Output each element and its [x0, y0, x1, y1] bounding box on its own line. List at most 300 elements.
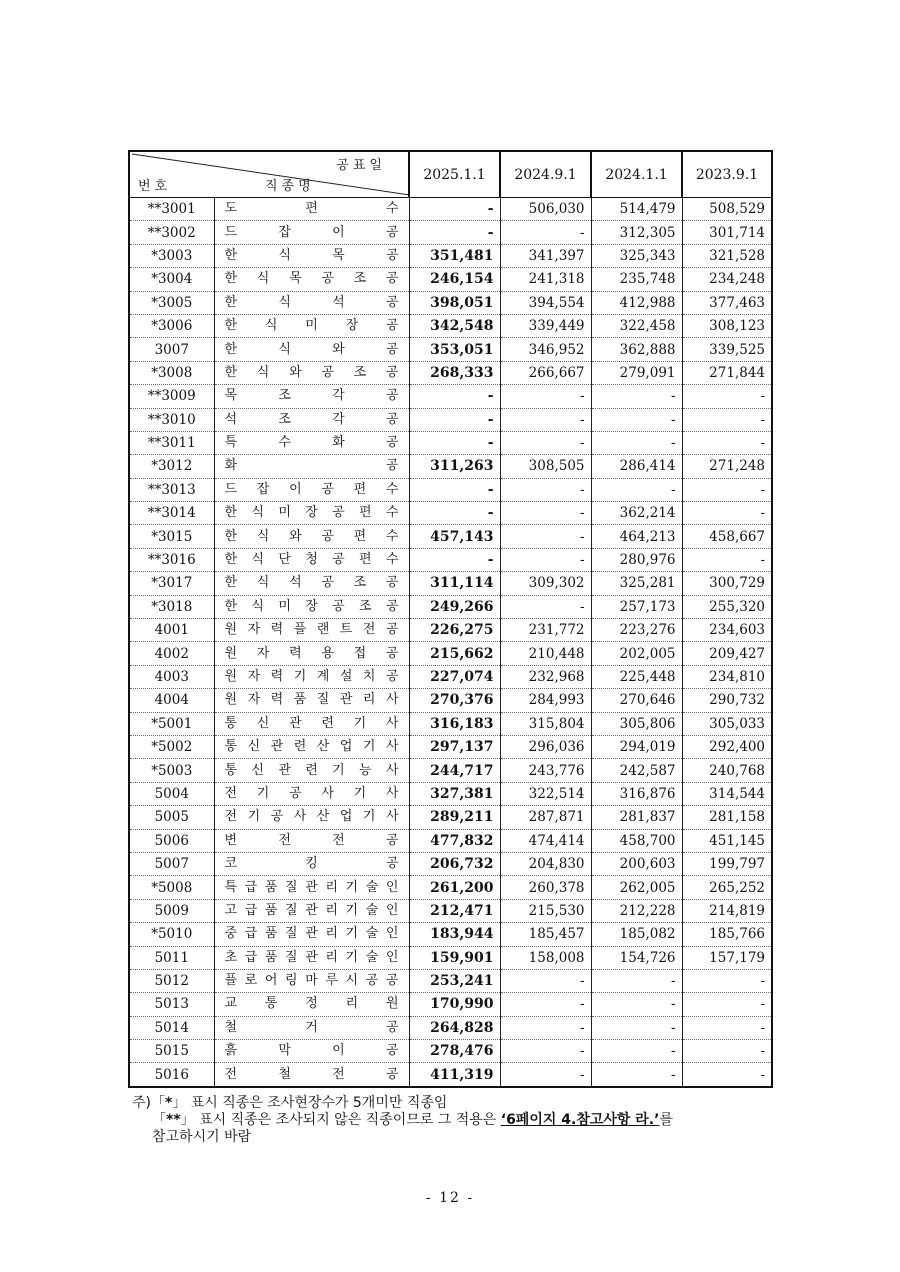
wage-value-0: -: [409, 548, 500, 571]
job-name-cell: [214, 689, 409, 712]
wage-value-1: -: [500, 431, 591, 454]
wage-value-3: -: [682, 502, 772, 525]
job-name-cell: [214, 993, 409, 1016]
wage-value-2: -: [591, 993, 682, 1016]
wage-value-0: 311,114: [409, 572, 500, 595]
wage-value-2: 412,988: [591, 291, 682, 314]
job-name-cell: [214, 525, 409, 548]
table-row: [129, 969, 772, 992]
table-row: [129, 1040, 772, 1063]
job-name: 특 수 화 공: [224, 435, 399, 451]
table-row: [129, 455, 772, 478]
wage-value-1: -: [500, 478, 591, 501]
wage-value-2: 464,213: [591, 525, 682, 548]
job-name: 드 잡 이 공: [224, 224, 399, 240]
job-name: 중 급 품 질 관 리 기 술 인: [224, 926, 399, 942]
wage-value-3: 458,667: [682, 525, 772, 548]
wage-value-1: -: [500, 1016, 591, 1039]
table-row: [129, 221, 772, 244]
wage-value-0: 227,074: [409, 665, 500, 688]
job-name-cell: [214, 1016, 409, 1039]
job-number: 5013: [129, 993, 214, 1016]
job-name: 교 통 정 리 원: [224, 996, 399, 1012]
wage-value-0: 264,828: [409, 1016, 500, 1039]
wage-value-2: 242,587: [591, 759, 682, 782]
wage-value-1: -: [500, 595, 591, 618]
date-col-0: 2025.1.1: [409, 151, 500, 198]
wage-value-3: 185,766: [682, 923, 772, 946]
job-number: *5001: [129, 712, 214, 735]
number-label: 번호: [138, 179, 172, 194]
job-name: 전 기 공 사 산 업 기 사: [224, 809, 399, 825]
job-name-cell: [214, 852, 409, 875]
wage-value-0: 297,137: [409, 735, 500, 758]
double-star-mark: **: [166, 1112, 181, 1128]
wage-value-3: -: [682, 431, 772, 454]
wage-value-1: -: [500, 221, 591, 244]
wage-value-3: -: [682, 478, 772, 501]
wage-value-1: 287,871: [500, 806, 591, 829]
wage-value-0: -: [409, 408, 500, 431]
wage-value-3: 508,529: [682, 198, 772, 221]
reference-link: ‘6페이지 4.참고사항 라.’: [500, 1112, 660, 1128]
job-name: 원 자 력 용 접 공: [224, 645, 399, 661]
wage-value-1: 474,414: [500, 829, 591, 852]
job-number: 4001: [129, 619, 214, 642]
job-name: 도 편 수: [224, 201, 399, 217]
table-row: [129, 525, 772, 548]
job-name-cell: [214, 1040, 409, 1063]
footnote-line-2: 「**」 표시 직종은 조사되지 않은 직종이므로 그 적용은 ‘6페이지 4.참고사항 라.’를: [152, 1112, 673, 1128]
job-name-cell: [214, 665, 409, 688]
job-name: 전 기 공 사 기 사: [224, 785, 399, 801]
page-number: - 12 -: [425, 1190, 475, 1206]
footnote-line-1: 주)「*」 표시 직종은 조사현장수가 5개미만 직종임: [132, 1095, 448, 1111]
job-name: 철 거 공: [224, 1019, 399, 1035]
wage-value-1: 266,667: [500, 361, 591, 384]
wage-value-2: 257,173: [591, 595, 682, 618]
wage-value-2: -: [591, 1040, 682, 1063]
wage-value-1: 284,993: [500, 689, 591, 712]
wage-value-3: 234,248: [682, 268, 772, 291]
job-name-cell: [214, 198, 409, 221]
wage-value-2: 286,414: [591, 455, 682, 478]
wage-value-1: 231,772: [500, 619, 591, 642]
job-name-cell: [214, 806, 409, 829]
table-row: [129, 852, 772, 875]
wage-value-0: 411,319: [409, 1063, 500, 1087]
wage-value-0: 311,263: [409, 455, 500, 478]
wage-value-2: 185,082: [591, 923, 682, 946]
job-name-cell: [214, 268, 409, 291]
job-name: 전 철 전 공: [224, 1066, 399, 1082]
job-name-cell: [214, 502, 409, 525]
table-row: [129, 735, 772, 758]
job-number: **3009: [129, 385, 214, 408]
table-row: [129, 782, 772, 805]
job-name: 특 급 품 질 관 리 기 술 인: [224, 879, 399, 895]
date-col-3: 2023.9.1: [682, 151, 772, 198]
job-name-cell: [214, 244, 409, 267]
job-name: 변 전 전 공: [224, 832, 399, 848]
job-number: 5005: [129, 806, 214, 829]
wage-value-0: 327,381: [409, 782, 500, 805]
wage-value-3: 157,179: [682, 946, 772, 969]
job-number: *3012: [129, 455, 214, 478]
wage-value-0: 206,732: [409, 852, 500, 875]
job-name: 플 로 어 링 마 루 시 공 공: [224, 973, 399, 989]
wage-value-3: -: [682, 1040, 772, 1063]
job-number: 5015: [129, 1040, 214, 1063]
wage-value-0: -: [409, 385, 500, 408]
wage-value-2: 322,458: [591, 314, 682, 337]
wage-value-1: 260,378: [500, 876, 591, 899]
wage-value-0: 226,275: [409, 619, 500, 642]
job-name: 석 조 각 공: [224, 411, 399, 427]
job-name-cell: [214, 782, 409, 805]
footnotes: [132, 1095, 782, 1146]
job-name: 한 식 미 장 공: [224, 318, 399, 334]
wage-value-1: 241,318: [500, 268, 591, 291]
job-number: **3002: [129, 221, 214, 244]
wage-value-0: 215,662: [409, 642, 500, 665]
wage-value-2: -: [591, 969, 682, 992]
wage-value-1: -: [500, 969, 591, 992]
job-number: *3005: [129, 291, 214, 314]
wage-value-2: 279,091: [591, 361, 682, 384]
table-row: [129, 548, 772, 571]
table-row: [129, 993, 772, 1016]
job-name-cell: [214, 619, 409, 642]
table-row: [129, 431, 772, 454]
wage-value-0: 261,200: [409, 876, 500, 899]
job-number: 5011: [129, 946, 214, 969]
table-row: [129, 806, 772, 829]
wage-value-2: 305,806: [591, 712, 682, 735]
job-number: *3017: [129, 572, 214, 595]
wage-value-1: -: [500, 993, 591, 1016]
table-row: [129, 689, 772, 712]
wage-value-0: -: [409, 478, 500, 501]
wage-value-1: -: [500, 1063, 591, 1087]
wage-value-1: -: [500, 525, 591, 548]
wage-value-3: 301,714: [682, 221, 772, 244]
job-number: 5009: [129, 899, 214, 922]
wage-value-0: 268,333: [409, 361, 500, 384]
table-row: [129, 478, 772, 501]
wage-value-1: 339,449: [500, 314, 591, 337]
wage-value-3: 281,158: [682, 806, 772, 829]
wage-value-1: 315,804: [500, 712, 591, 735]
job-name-cell: [214, 221, 409, 244]
job-name-cell: [214, 642, 409, 665]
job-name: 드 잡 이 공 편 수: [224, 481, 399, 497]
wage-value-1: 243,776: [500, 759, 591, 782]
job-name: 한 식 석 공 조 공: [224, 575, 399, 591]
job-name: 고 급 품 질 관 리 기 술 인: [224, 902, 399, 918]
job-name-cell: [214, 548, 409, 571]
wage-value-3: -: [682, 993, 772, 1016]
wage-value-3: 255,320: [682, 595, 772, 618]
job-name: 원 자 력 품 질 관 리 사: [224, 692, 399, 708]
wage-value-2: 325,281: [591, 572, 682, 595]
table-body: [129, 198, 772, 1087]
wage-value-1: 296,036: [500, 735, 591, 758]
table-row: [129, 876, 772, 899]
wage-value-3: 234,603: [682, 619, 772, 642]
job-number: 5012: [129, 969, 214, 992]
table-row: [129, 923, 772, 946]
wage-value-1: 215,530: [500, 899, 591, 922]
wage-value-3: 240,768: [682, 759, 772, 782]
job-number: **3016: [129, 548, 214, 571]
wage-table: [128, 150, 773, 1088]
table-row: [129, 338, 772, 361]
job-name: 한 식 와 공 편 수: [224, 528, 399, 544]
wage-value-0: 398,051: [409, 291, 500, 314]
job-name: 한 식 와 공 조 공: [224, 364, 399, 380]
job-name-cell: [214, 829, 409, 852]
table-row: [129, 502, 772, 525]
wage-value-0: 351,481: [409, 244, 500, 267]
job-name-cell: [214, 314, 409, 337]
table-row: [129, 408, 772, 431]
job-number: 5016: [129, 1063, 214, 1087]
wage-value-2: 325,343: [591, 244, 682, 267]
job-name-cell: [214, 876, 409, 899]
wage-value-1: -: [500, 1040, 591, 1063]
job-name: 한 식 목 공 조 공: [224, 271, 399, 287]
wage-value-3: -: [682, 1016, 772, 1039]
wage-value-1: 204,830: [500, 852, 591, 875]
wage-value-2: 235,748: [591, 268, 682, 291]
wage-value-0: 289,211: [409, 806, 500, 829]
wage-value-1: -: [500, 408, 591, 431]
wage-value-0: 183,944: [409, 923, 500, 946]
wage-value-1: -: [500, 548, 591, 571]
job-name: 한 식 목 공: [224, 247, 399, 263]
wage-value-0: 342,548: [409, 314, 500, 337]
wage-value-2: 200,603: [591, 852, 682, 875]
wage-value-2: 202,005: [591, 642, 682, 665]
job-name-cell: [214, 946, 409, 969]
job-name: 화 공: [224, 458, 399, 474]
job-name-cell: [214, 923, 409, 946]
wage-value-2: -: [591, 478, 682, 501]
table-row: [129, 712, 772, 735]
job-name-cell: [214, 759, 409, 782]
wage-value-1: 232,968: [500, 665, 591, 688]
table-row: [129, 665, 772, 688]
wage-value-0: -: [409, 431, 500, 454]
wage-value-0: 316,183: [409, 712, 500, 735]
job-name-cell: [214, 712, 409, 735]
job-number: 4003: [129, 665, 214, 688]
wage-value-3: 300,729: [682, 572, 772, 595]
wage-value-1: 506,030: [500, 198, 591, 221]
wage-value-1: 322,514: [500, 782, 591, 805]
job-name-cell: [214, 455, 409, 478]
table-row: [129, 572, 772, 595]
wage-value-0: 353,051: [409, 338, 500, 361]
table-row: [129, 1063, 772, 1087]
wage-value-2: 212,228: [591, 899, 682, 922]
job-name-label: 직종명: [265, 179, 315, 194]
wage-value-2: -: [591, 408, 682, 431]
wage-value-2: 225,448: [591, 665, 682, 688]
wage-value-0: 477,832: [409, 829, 500, 852]
wage-value-3: 234,810: [682, 665, 772, 688]
wage-value-1: -: [500, 502, 591, 525]
job-name: 원 자 력 기 계 설 치 공: [224, 669, 399, 684]
job-number: **3010: [129, 408, 214, 431]
wage-value-2: 362,214: [591, 502, 682, 525]
table-row: [129, 619, 772, 642]
job-name: 한 식 미 장 공 조 공: [224, 598, 399, 614]
job-name-cell: [214, 572, 409, 595]
wage-value-0: 270,376: [409, 689, 500, 712]
wage-value-2: 270,646: [591, 689, 682, 712]
wage-value-0: -: [409, 221, 500, 244]
job-number: 5004: [129, 782, 214, 805]
job-number: 4004: [129, 689, 214, 712]
wage-value-1: -: [500, 385, 591, 408]
job-number: *3003: [129, 244, 214, 267]
wage-value-2: 223,276: [591, 619, 682, 642]
job-number: **3011: [129, 431, 214, 454]
job-name: 한 식 단 청 공 편 수: [224, 552, 399, 568]
table-row: [129, 385, 772, 408]
footnote-line-3: 참고하시기 바람: [152, 1129, 252, 1145]
job-number: 5014: [129, 1016, 214, 1039]
job-name: 통 신 관 련 기 사: [224, 715, 399, 731]
wage-value-3: 199,797: [682, 852, 772, 875]
wage-value-1: 341,397: [500, 244, 591, 267]
date-col-1: 2024.9.1: [500, 151, 591, 198]
job-number: *3004: [129, 268, 214, 291]
job-number: *3008: [129, 361, 214, 384]
wage-value-2: 280,976: [591, 548, 682, 571]
job-number: **3014: [129, 502, 214, 525]
job-number: *3018: [129, 595, 214, 618]
wage-value-2: -: [591, 385, 682, 408]
job-name-cell: [214, 1063, 409, 1087]
wage-value-1: 158,008: [500, 946, 591, 969]
wage-value-0: 170,990: [409, 993, 500, 1016]
table-row: [129, 829, 772, 852]
wage-value-3: 214,819: [682, 899, 772, 922]
footnote-prefix: 주): [132, 1095, 151, 1111]
job-name: 목 조 각 공: [224, 388, 399, 404]
wage-value-1: 346,952: [500, 338, 591, 361]
table-row: [129, 198, 772, 221]
job-number: **3001: [129, 198, 214, 221]
wage-value-2: -: [591, 1063, 682, 1087]
wage-value-3: 451,145: [682, 829, 772, 852]
wage-value-2: 316,876: [591, 782, 682, 805]
wage-value-3: 305,033: [682, 712, 772, 735]
job-name-cell: [214, 595, 409, 618]
job-name: 한 식 미 장 공 편 수: [224, 505, 399, 521]
table-row: [129, 1016, 772, 1039]
table-row: [129, 314, 772, 337]
wage-value-3: -: [682, 1063, 772, 1087]
wage-value-3: -: [682, 548, 772, 571]
job-name-cell: [214, 478, 409, 501]
wage-value-3: 292,400: [682, 735, 772, 758]
job-name: 흙 막 이 공: [224, 1043, 399, 1059]
job-name-cell: [214, 431, 409, 454]
job-name-cell: [214, 969, 409, 992]
job-name: 한 식 와 공: [224, 341, 399, 357]
job-number: 5006: [129, 829, 214, 852]
job-name-cell: [214, 291, 409, 314]
publish-date-label: 공표일: [336, 158, 386, 173]
wage-value-3: -: [682, 969, 772, 992]
job-number: 3007: [129, 338, 214, 361]
wage-value-3: 271,248: [682, 455, 772, 478]
wage-value-0: -: [409, 502, 500, 525]
job-name-cell: [214, 735, 409, 758]
job-name-cell: [214, 899, 409, 922]
wage-value-0: 244,717: [409, 759, 500, 782]
job-name-cell: [214, 338, 409, 361]
job-name: 원 자 력 플 랜 트 전 공: [224, 622, 399, 638]
table-row: [129, 291, 772, 314]
job-name: 통 신 관 련 산 업 기 사: [224, 739, 399, 755]
wage-value-3: 209,427: [682, 642, 772, 665]
job-number: *5003: [129, 759, 214, 782]
job-number: 4002: [129, 642, 214, 665]
wage-value-0: 246,154: [409, 268, 500, 291]
job-name-cell: [214, 408, 409, 431]
job-number: **3013: [129, 478, 214, 501]
job-name-cell: [214, 385, 409, 408]
wage-value-3: 265,252: [682, 876, 772, 899]
date-col-2: 2024.1.1: [591, 151, 682, 198]
wage-value-1: 394,554: [500, 291, 591, 314]
job-name: 초 급 품 질 관 리 기 술 인: [224, 949, 399, 965]
wage-value-0: 249,266: [409, 595, 500, 618]
wage-value-0: 457,143: [409, 525, 500, 548]
wage-value-2: 262,005: [591, 876, 682, 899]
wage-value-2: 281,837: [591, 806, 682, 829]
wage-value-2: 154,726: [591, 946, 682, 969]
wage-value-1: 185,457: [500, 923, 591, 946]
single-star-mark: *: [165, 1095, 173, 1111]
wage-value-0: 212,471: [409, 899, 500, 922]
job-number: *3015: [129, 525, 214, 548]
job-name: 코 킹 공: [224, 856, 399, 872]
wage-value-3: -: [682, 408, 772, 431]
table-row: [129, 268, 772, 291]
job-name: 통 신 관 련 기 능 사: [224, 762, 399, 778]
header-row: [129, 151, 772, 198]
table-row: [129, 946, 772, 969]
wage-value-2: 312,305: [591, 221, 682, 244]
wage-value-3: 308,123: [682, 314, 772, 337]
wage-value-2: 458,700: [591, 829, 682, 852]
job-number: 5007: [129, 852, 214, 875]
wage-value-1: 309,302: [500, 572, 591, 595]
table-row: [129, 759, 772, 782]
wage-value-3: 271,844: [682, 361, 772, 384]
wage-value-0: 159,901: [409, 946, 500, 969]
wage-value-2: 362,888: [591, 338, 682, 361]
table-row: [129, 244, 772, 267]
wage-value-3: -: [682, 385, 772, 408]
wage-value-2: -: [591, 1016, 682, 1039]
